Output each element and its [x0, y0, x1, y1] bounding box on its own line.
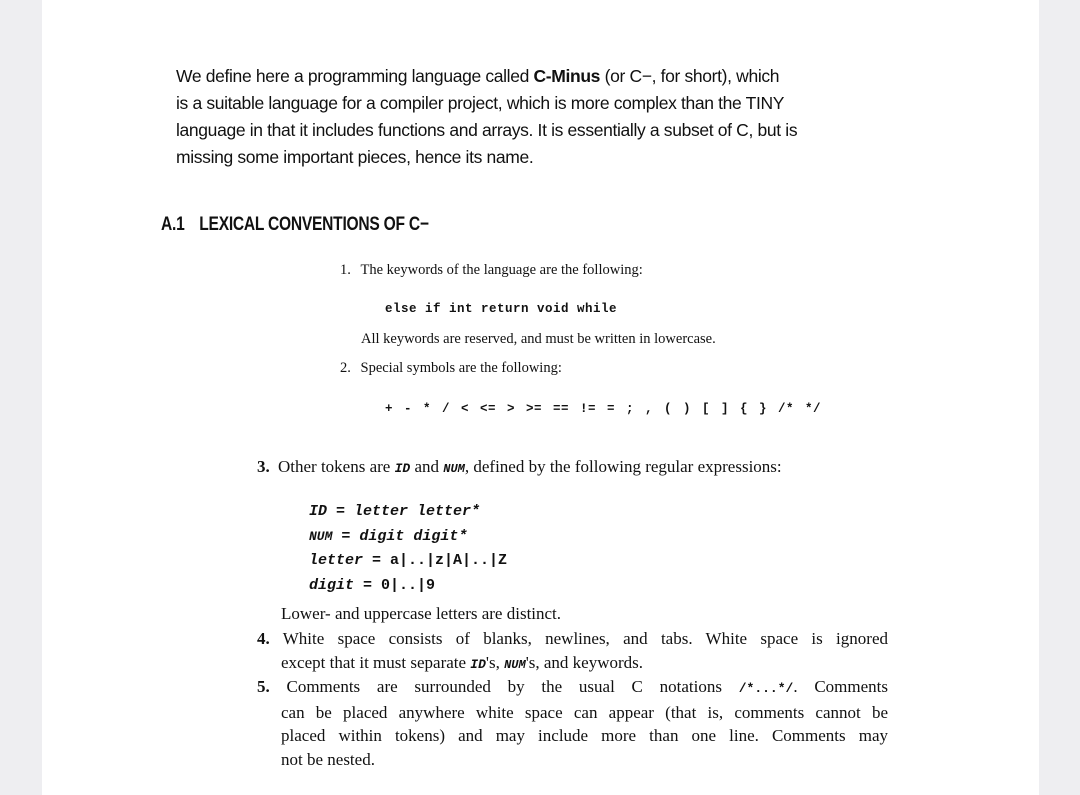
intro-line: missing some important pieces, hence its name. — [176, 147, 534, 167]
regex-row: NUM = digit digit* — [309, 527, 468, 545]
item-number: 2. — [340, 360, 351, 376]
item-number: 4. — [257, 629, 270, 648]
section-title: LEXICAL CONVENTIONS OF C− — [199, 214, 429, 235]
list-item-1 — [340, 262, 643, 279]
regex-block — [309, 500, 507, 598]
section-heading — [161, 214, 429, 236]
special-symbols: + - * / < <= > >= == != = ; , ( ) [ ] { } /* */ — [385, 402, 822, 416]
num-token: NUM — [504, 657, 526, 672]
num-token: NUM — [443, 462, 465, 476]
regex-row: letter = a|..|z|A|..|Z — [309, 552, 508, 569]
list-item-2 — [340, 360, 562, 377]
intro-paragraph — [176, 63, 916, 171]
language-name: C-Minus — [533, 66, 601, 86]
id-token: ID — [470, 656, 486, 672]
item-text: The keywords of the language are the following: — [360, 262, 643, 278]
list-item-3: 3. Other tokens are ID and NUM, defined by the following regular expressions: — [257, 457, 782, 476]
regex-row: ID = letter letter* — [309, 503, 481, 520]
item-number: 1. — [340, 262, 351, 278]
list-item-4: 4. White space consists of blanks, newlines, and tabs. White space is ignored except that it must separate ID's, NUM's, and keywords. — [257, 629, 888, 672]
intro-line: is a suitable language for a compiler project, which is more complex than the TINY — [176, 93, 785, 113]
intro-line: language in that it includes functions and arrays. It is essentially a subset of C, but is — [176, 120, 798, 140]
item-number: 5. — [257, 677, 270, 696]
item-number: 3. — [257, 457, 270, 476]
section-number: A.1 — [161, 214, 185, 235]
case-note: Lower- and uppercase letters are distinct. — [281, 604, 562, 623]
id-token: ID — [394, 461, 411, 476]
comment-notation: /*...*/ — [738, 681, 794, 696]
list-item-5: 5. Comments are surrounded by the usual C notations /*...*/. Comments can be placed anywhere white space can appear (that is, comments cannot be placed within tokens) and may include more than one line. Comments may not be nested. — [257, 677, 888, 769]
intro-line: We define here a programming language called C-Minus (or C−, for short), which — [176, 66, 780, 86]
regex-row: digit = 0|..|9 — [309, 576, 436, 594]
keywords-note: All keywords are reserved, and must be written in lowercase. — [361, 331, 716, 347]
keyword-list: else if int return void while — [385, 302, 618, 316]
item-text: Special symbols are the following: — [360, 360, 562, 376]
